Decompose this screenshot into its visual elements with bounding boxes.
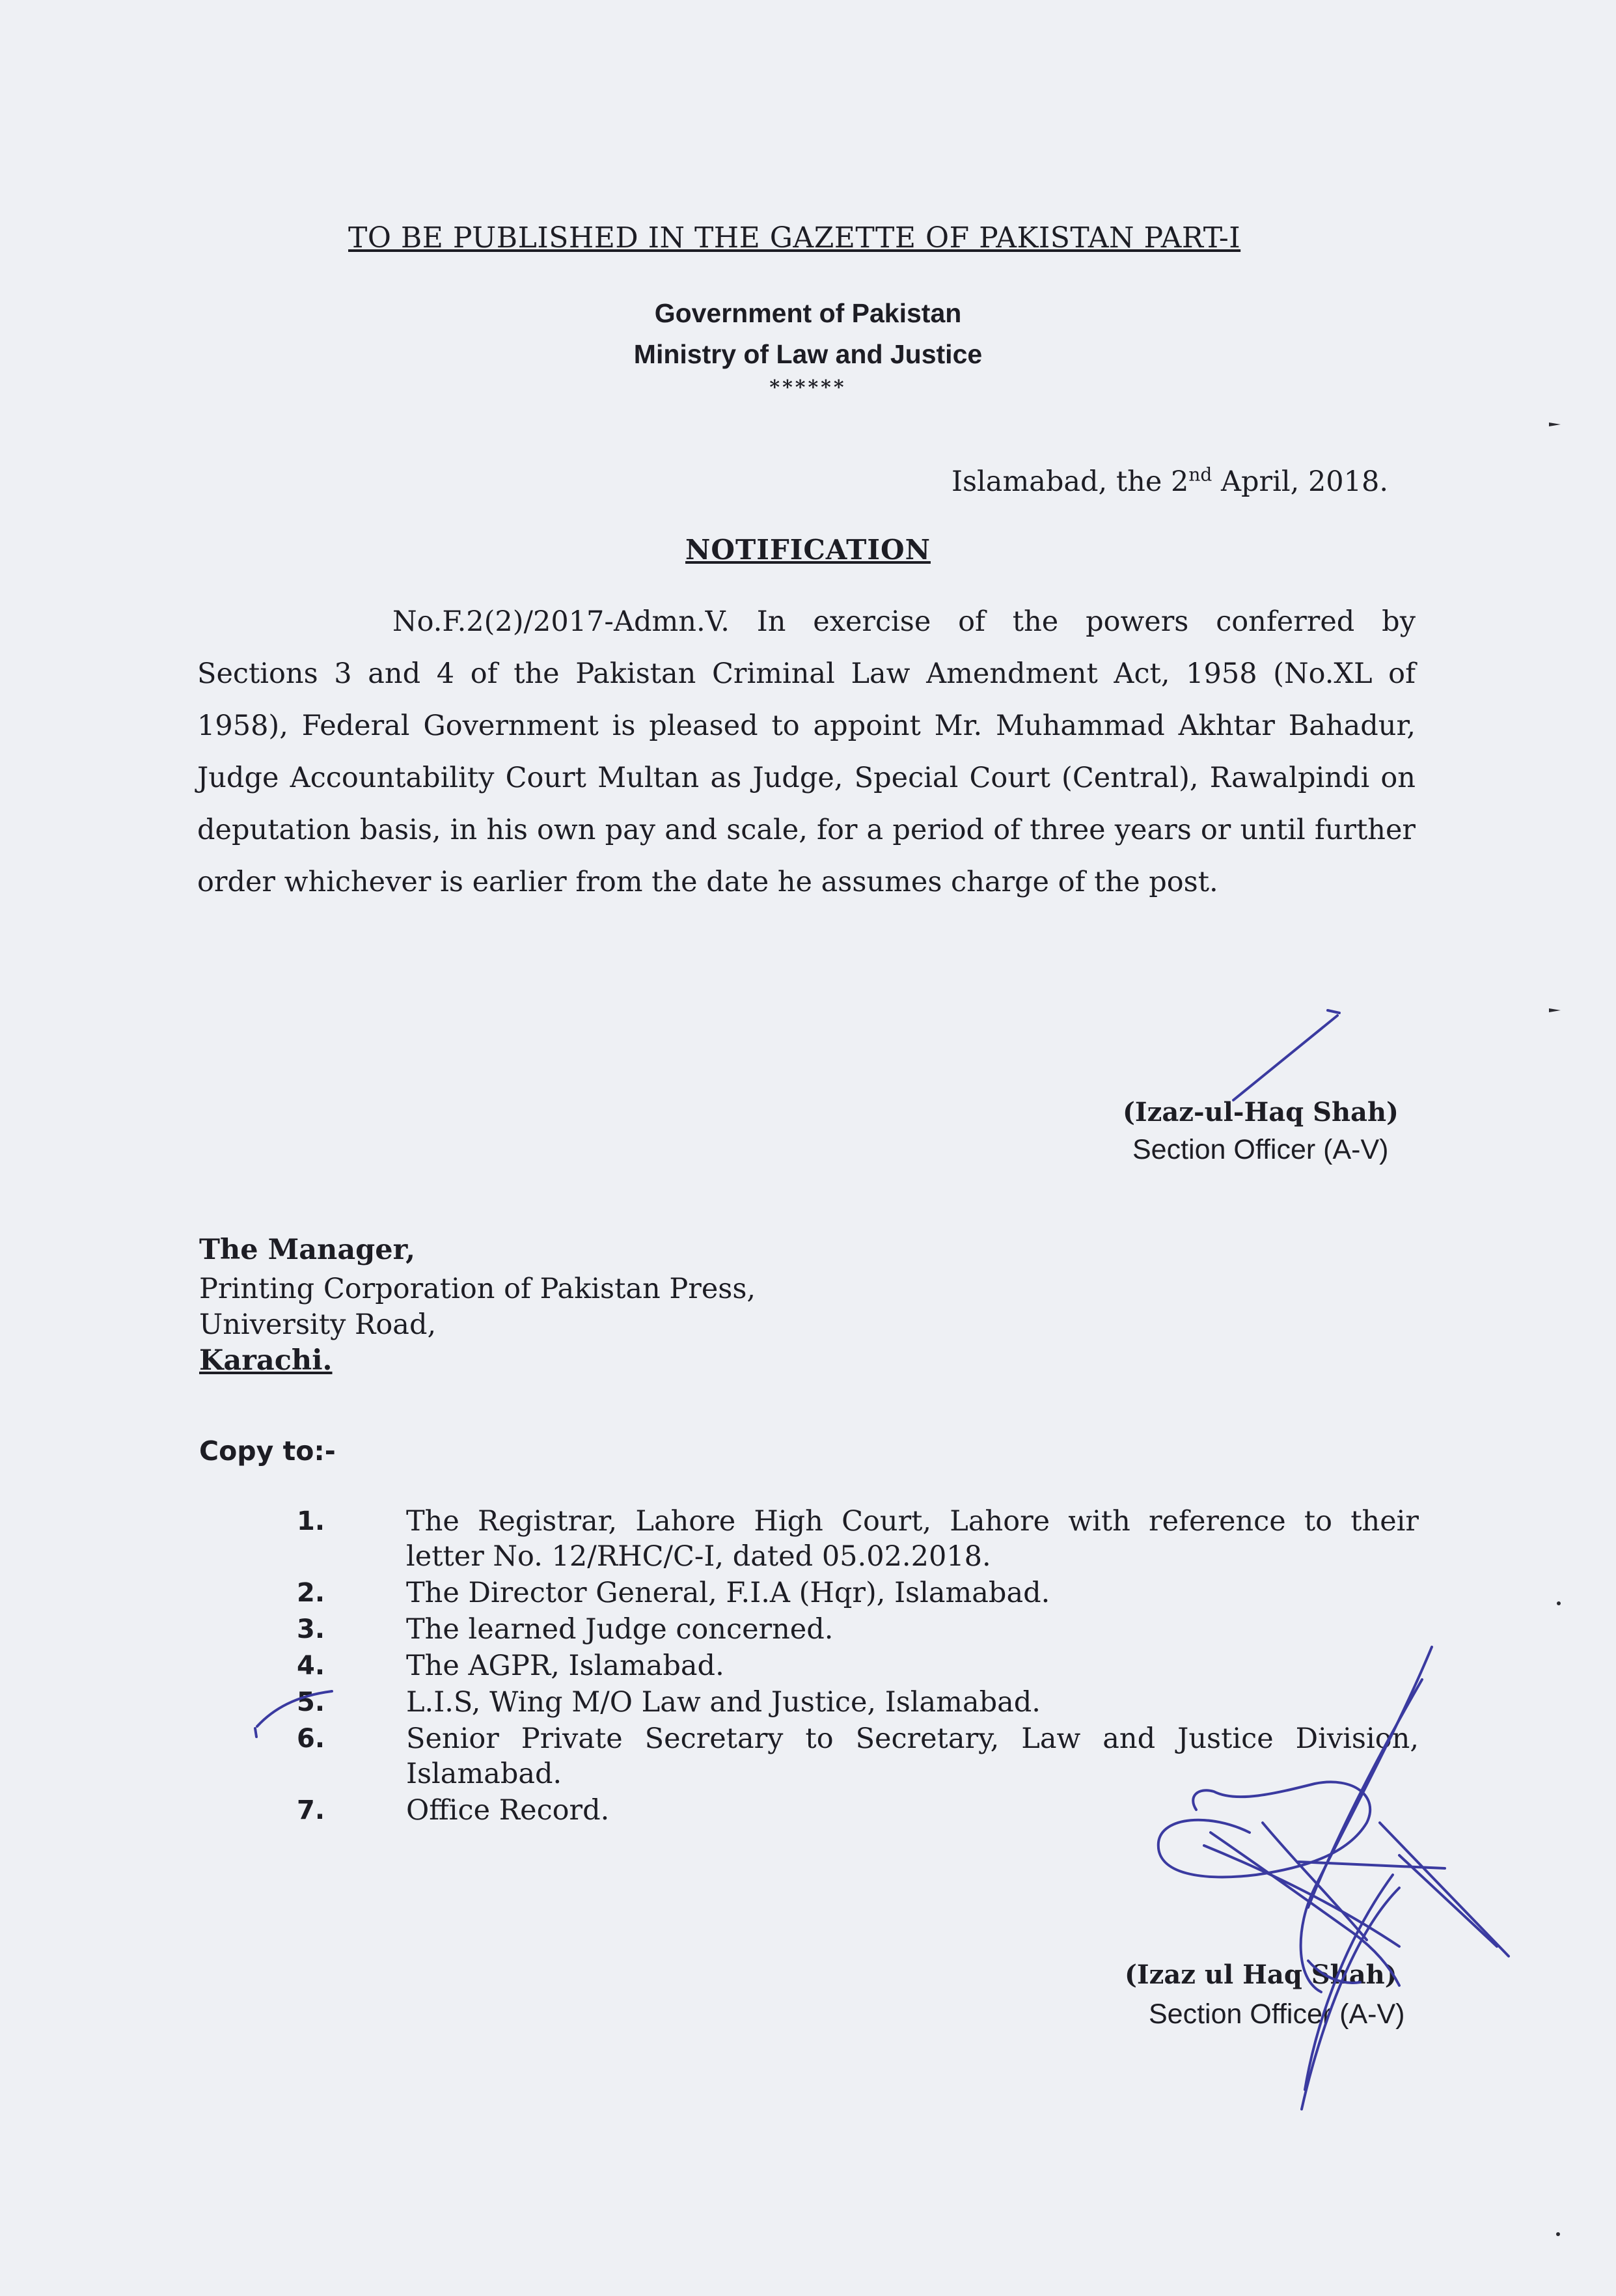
signatory-name: (Izaz-ul-Haq Shah) [1123,1097,1399,1127]
gazette-heading: TO BE PUBLISHED IN THE GAZETTE OF PAKISTAN PART-I [348,221,1241,255]
list-item-text: The Registrar, Lahore High Court, Lahore with reference to their letter No. 12/RHC/C-I, dated 05.02.2018. [406,1505,1419,1573]
list-item [286,1648,1419,1683]
list-item [286,1793,1419,1828]
list-item-text: L.I.S, Wing M/O Law and Justice, Islamabad. [406,1686,1041,1719]
list-item-text: The AGPR, Islamabad. [406,1650,724,1682]
list-item-number: 7. [297,1795,325,1825]
list-item-text: Office Record. [406,1794,610,1827]
list-item [286,1575,1419,1611]
list-item-number: 4. [297,1651,325,1681]
header-separator: ****** [769,376,847,399]
list-item-text: The Director General, F.I.A (Hqr), Islamabad. [406,1577,1050,1609]
list-item [286,1685,1419,1720]
list-item [286,1721,1419,1791]
list-item-text: The learned Judge concerned. [406,1613,834,1646]
list-item-number: 5. [297,1687,325,1717]
list-item-number: 1. [297,1506,325,1536]
list-item-text: Senior Private Secretary to Secretary, Law and Justice Division, Islamabad. [406,1722,1419,1790]
addressee-name: The Manager, [199,1234,416,1266]
addressee-line-1: Printing Corporation of Pakistan Press, [199,1273,756,1305]
list-item [286,1504,1419,1574]
signatory-name-final: (Izaz ul Haq Shah) [1125,1959,1397,1990]
signatory-title: Section Officer (A-V) [1132,1134,1389,1165]
date-prefix: Islamabad, the 2 [952,465,1189,498]
list-item-number: 2. [297,1578,325,1608]
issue-date [952,465,1388,498]
addressee-city: Karachi. [199,1344,333,1377]
notification-body: No.F.2(2)/2017-Admn.V. In exercise of the powers conferred by Sections 3 and 4 of the Pakistan Criminal Law Amendment Act, 1958 (No.XL of 1958), Federal Government is pleased to appoint Mr. Muhammad Akhtar Bahadur, Judge Accountability Court Multan as Judge, Special Court (Central), Rawalpindi on deputation basis, in his own pay and scale, for a period of three years or until further order whichever is earlier from the date he assumes charge of the post. [197,605,1416,898]
list-item-number: 3. [297,1614,325,1644]
government-title: Government of Pakistan [654,298,962,328]
list-item-number: 6. [297,1724,325,1754]
date-rest: April, 2018. [1220,465,1389,498]
list-item [286,1612,1419,1647]
copy-to-list [286,1504,1419,1829]
initial-stroke-icon [1233,1016,1337,1100]
addressee-line-2: University Road, [199,1308,437,1341]
signatory-title-final: Section Officer (A-V) [1149,1999,1405,2030]
copy-to-label: Copy to:- [199,1435,336,1467]
notification-title: NOTIFICATION [685,534,931,566]
date-ordinal-suffix: nd [1188,463,1212,486]
ministry-title: Ministry of Law and Justice [633,339,983,369]
